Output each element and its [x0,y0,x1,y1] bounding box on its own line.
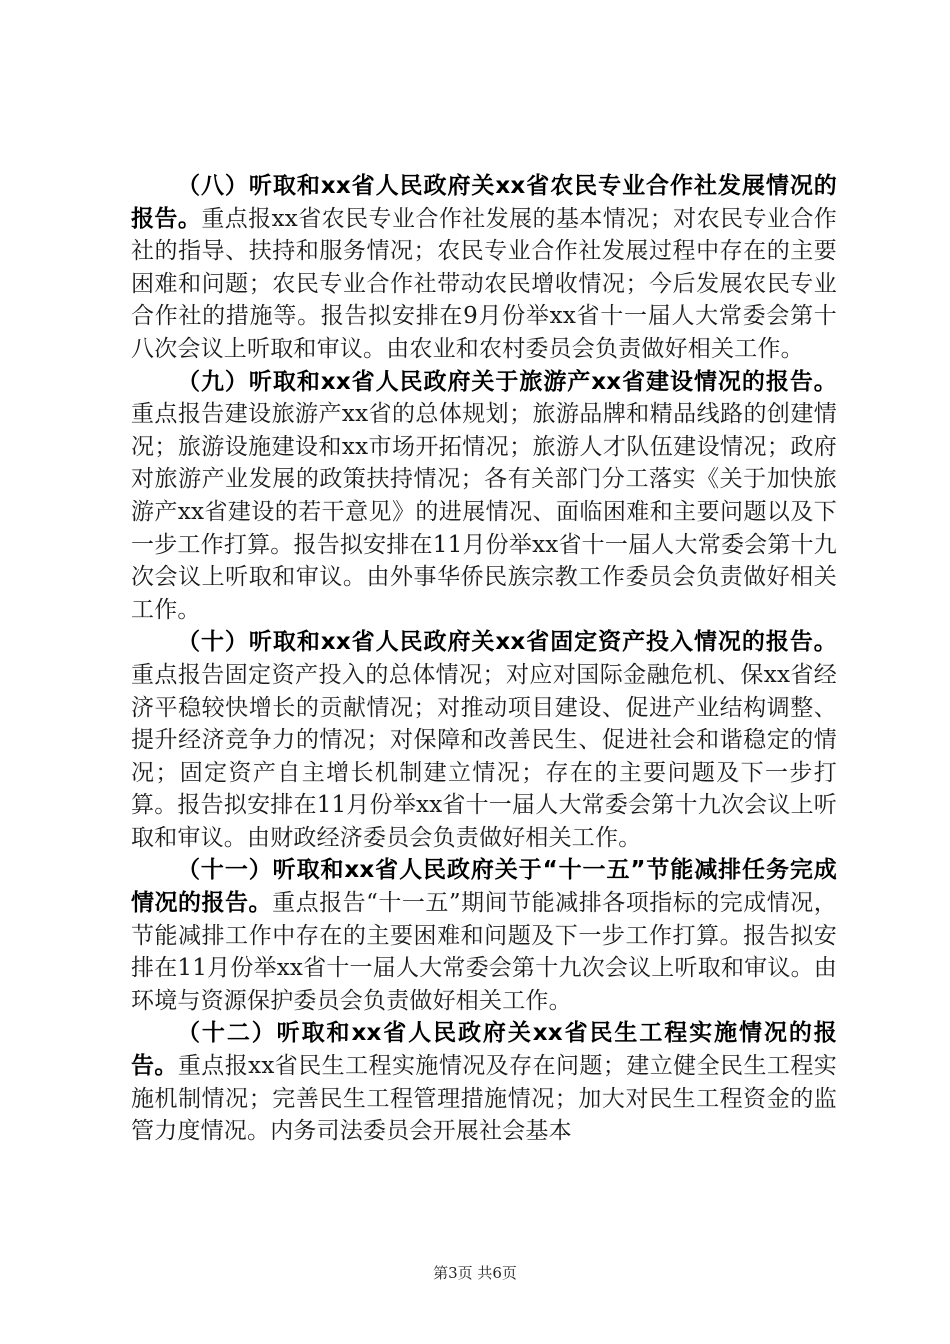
paragraph-11 [131,854,837,1017]
paragraph-title: （九）听取和xx省人民政府关于旅游产xx省建设情况的报告。 [177,368,837,395]
paragraph-title: （十二）听取和xx省人民政府关xx省民生工程实施情况的报告。 [131,1020,837,1080]
document-body [131,170,837,1148]
paragraph-text: 重点报告固定资产投入的总体情况；对应对国际金融危机、保xx省经济平稳较快增长的贡献情况；对推动项目建设、促进产业结构调整、提升经济竞争力的情况；对保障和改善民生、促进社会和谐稳定的情况；固定资产自主增长机制建立情况；存在的主要问题及下一步打算。报告拟安排在11月份举xx省十一届人大常委会第十九次会议上听取和审议。由财政经济委员会负责做好相关工作。 [131,661,837,851]
paragraph-12 [131,1017,837,1147]
paragraph-text: 重点报xx省民生工程实施情况及存在问题；建立健全民生工程实施机制情况；完善民生工程管理措施情况；加大对民生工程资金的监管力度情况。内务司法委员会开展社会基本 [131,1053,837,1145]
paragraph-10 [131,626,837,854]
paragraph-text: 重点报xx省农民专业合作社发展的基本情况；对农民专业合作社的指导、扶持和服务情况；农民专业合作社发展过程中存在的主要困难和问题；农民专业合作社带动农民增收情况；今后发展农民专业合作社的措施等。报告拟安排在9月份举xx省十一届人大常委会第十八次会议上听取和审议。由农业和农村委员会负责做好相关工作。 [131,205,837,362]
page-footer: 第3页 共6页 [433,1264,517,1282]
paragraph-title: （十）听取和xx省人民政府关xx省固定资产投入情况的报告。 [177,629,837,656]
paragraph-text: 重点报告建设旅游产xx省的总体规划；旅游品牌和精品线路的创建情况；旅游设施建设和xx市场开拓情况；旅游人才队伍建设情况；政府对旅游产业发展的政策扶持情况；各有关部门分工落实《关于加快旅游产xx省建设的若干意见》的进展情况、面临困难和主要问题以及下一步工作打算。报告拟安排在11月份举xx省十一届人大常委会第十九次会议上听取和审议。由外事华侨民族宗教工作委员会负责做好相关工作。 [131,401,837,623]
paragraph-8 [131,170,837,366]
paragraph-text: 重点报告“十一五”期间节能减排各项指标的完成情况，节能减排工作中存在的主要困难和问题及下一步工作打算。报告拟安排在11月份举xx省十一届人大常委会第十九次会议上听取和审议。由环境与资源保护委员会负责做好相关工作。 [131,890,837,1014]
paragraph-title: （八）听取和xx省人民政府关xx省农民专业合作社发展情况的报告。 [131,173,837,232]
paragraph-9 [131,366,837,627]
paragraph-title: （十一）听取和xx省人民政府关于“十一五”节能减排任务完成情况的报告。 [131,857,837,917]
